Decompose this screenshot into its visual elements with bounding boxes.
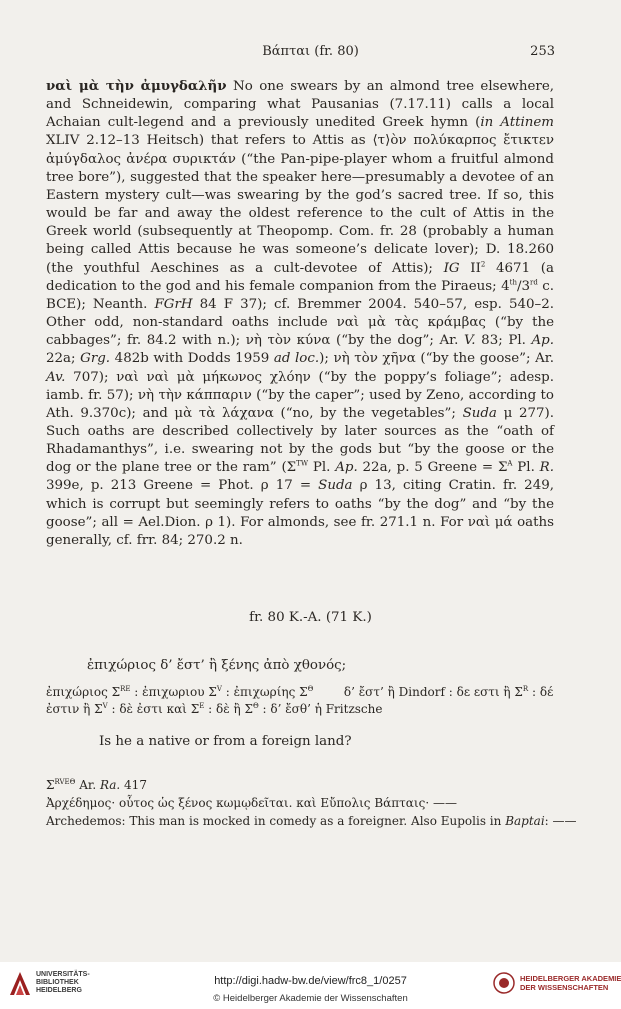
apparatus-criticus: ἐπιχώριος $\Sigma^{RE}$ : ἐπιχωριου $\Sigma^V$ : ἐπιχωρίης $\Sigma^\Theta$ δ’ ἔστ’ ἢ Dindorf : δε εστι ἢ $\Sigma^R$ : δέ ἐστιν ἢ $\Sigma^V$ : δὲ ἐστι καὶ $\Sigma^E$ : δὲ ἢ $\Sigma^\Theta$ : δ’ ἔσθ’ ἡ Fritzsche	[46, 685, 554, 716]
copyright-notice: © Heidelberger Akademie der Wissenschaften	[213, 993, 408, 1004]
testimonia-source: $\Sigma^{RVE\Theta}$ Ar. Ra. 417	[46, 778, 147, 792]
lemma: ναὶ μὰ τὴν ἀμυγδαλῆν	[46, 78, 227, 94]
testimonia-greek: Ἀρχέδημος· οὗτος ὡς ξένος κωμῳδεῖται. καὶ Εὔπολις Βάπταις· ——	[46, 796, 457, 810]
page-number: 253	[530, 44, 555, 59]
commentary-paragraph: ναὶ μὰ τὴν ἀμυγδαλῆν No one swears by an almond tree elsewhere, and Schneidewin, comparing what Pausanias (7.17.11) calls a local Achaian cult-legend and a previously unedited Greek hymn (in Attinem XLIV 2.12–13 Heitsch) that refers to Attis as ⟨τ⟩ὸν πολύκαρπος ἔτικτεν ἀμύγδαλος ἀνέρα συρικτάν (“the Pan-pipe-player whom a fruitful almond tree bore”), suggested that the speaker here—presumably a devotee of an Eastern mystery cult—was swearing by the god’s sacred tree. If so, this would be far and away the oldest reference to the cult of Attis in the Greek world (subsequently at Theopomp. Com. fr. 28 (probably a human being called Attis because he was someone’s delicate lover); D. 18.260 (the youthful Aeschines as a cult-devotee of Attis); IG $II^2$ 4671 (a dedication to the god and his female companion from the Piraeus; 4th/3rd c. BCE); Neanth. FGrH 84 F 37); cf. Bremmer 2004. 540–57, esp. 540–2. Other odd, non-standard oaths include ναὶ μὰ τὰς κράμβας (“by the cabbages”; fr. 84.2 with n.); νὴ τὸν κύνα (“by the dog”; Ar. V. 83; Pl. Ap. 22a; Grg. 482b with Dodds 1959 ad loc.); νὴ τὸν χῆνα (“by the goose”; Ar. Av. 707); ναὶ ναὶ μὰ μήκωνος χλόην (“by the poppy’s foliage”; adesp. iamb. fr. 57); νὴ τὴν κάππαριν (“by the caper”; used by Zeno, according to Ath. 9.370c); and μὰ τὰ λάχανα (“no, by the vegetables”; Suda μ 277). Such oaths are described collectively by later sources as the “oath of Rhadamanthys”, i.e. swearing not by the gods but “by the goose or the dog or the plane tree or the ram” ($\Sigma^{TW}$ Pl. Ap. 22a, p. 5 Greene = $\Sigma^A$ Pl. R. 399e, p. 213 Greene = Phot. ρ 17 = Suda ρ 13, citing Cratin. fr. 249, which is corrupt but seemingly refers to oaths “by the dog” and “by the goose”; all = Ael.Dion. ρ 1). For almonds, see fr. 271.1 n. For ναὶ μά oaths generally, cf. frr. 84; 270.2 n.	[46, 78, 555, 548]
testimonia	[46, 776, 577, 830]
fragment-verse: ἐπιχώριος δ’ ἔστ’ ἢ ξένης ἀπὸ χθονός;	[87, 658, 347, 673]
running-header: Βάπται (fr. 80)	[262, 44, 359, 59]
fragment-title: fr. 80 K.-A. (71 K.)	[249, 610, 372, 625]
university-library-label: UNIVERSITÄTS- BIBLIOTHEK HEIDELBERG	[36, 971, 90, 994]
academy-logo-icon	[493, 972, 515, 994]
testimonia-english: Archedemos: This man is mocked in comedy as a foreigner. Also Eupolis in Baptai: ——	[46, 814, 577, 828]
academy-label: HEIDELBERGER AKADEMIE DER WISSENSCHAFTEN	[520, 974, 621, 992]
fragment-translation: Is he a native or from a foreign land?	[99, 734, 352, 749]
viewer-footer	[0, 962, 621, 1009]
permalink[interactable]: http://digi.hadw-bw.de/view/frc8_1/0257	[214, 975, 407, 987]
